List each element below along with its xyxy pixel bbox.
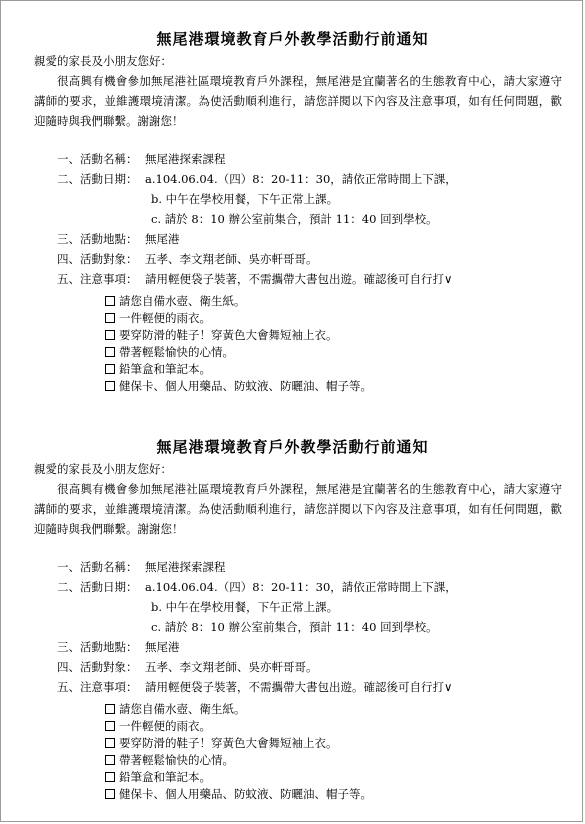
item-date-row bbox=[1, 577, 584, 597]
notice-title: 無尾港環境教育戶外教學活動行前通知 bbox=[156, 30, 429, 48]
item-label: 一、活動名稱： bbox=[57, 560, 138, 574]
checklist-item bbox=[1, 701, 584, 718]
item-label: 一、活動名稱： bbox=[57, 152, 138, 166]
checkbox[interactable] bbox=[105, 738, 115, 748]
item-date-sub-c bbox=[1, 617, 584, 637]
item-date-sub-b bbox=[1, 597, 584, 617]
item-label: 三、活動地點： bbox=[57, 232, 138, 246]
item-label: 四、活動對象： bbox=[57, 660, 138, 674]
item-value: 五孝、李文翔老師、吳亦軒哥哥。 bbox=[145, 252, 318, 266]
checklist-item bbox=[1, 718, 584, 735]
item-name-row bbox=[1, 149, 584, 169]
checklist-item bbox=[1, 378, 584, 395]
checkbox[interactable] bbox=[105, 330, 115, 340]
checkbox[interactable] bbox=[105, 772, 115, 782]
checklist bbox=[1, 701, 584, 803]
item-name-row bbox=[1, 557, 584, 577]
item-value: a.104.06.04.（四）8：20-11：30，請依正常時間上下課， bbox=[145, 172, 457, 186]
checklist-text: 一件輕便的雨衣。 bbox=[119, 311, 211, 325]
checkbox[interactable] bbox=[105, 364, 115, 374]
checklist bbox=[1, 293, 584, 395]
item-value: 無尾港探索課程 bbox=[145, 560, 226, 574]
checklist-item bbox=[1, 769, 584, 786]
activity-details bbox=[1, 557, 584, 697]
notice-2 bbox=[1, 437, 584, 803]
checkbox[interactable] bbox=[105, 347, 115, 357]
checkbox[interactable] bbox=[105, 755, 115, 765]
item-value: 無尾港 bbox=[145, 232, 180, 246]
item-value: 無尾港探索課程 bbox=[145, 152, 226, 166]
notice-1 bbox=[1, 29, 584, 395]
item-notes-row bbox=[1, 269, 584, 289]
checklist-text: 帶著輕鬆愉快的心情。 bbox=[119, 753, 234, 767]
item-label: 五、注意事項： bbox=[57, 272, 138, 286]
checklist-item bbox=[1, 752, 584, 769]
item-location-row bbox=[1, 637, 584, 657]
checkbox[interactable] bbox=[105, 721, 115, 731]
item-notes-row bbox=[1, 677, 584, 697]
checklist-text: 請您自備水壺、衛生紙。 bbox=[119, 294, 246, 308]
checklist-item bbox=[1, 361, 584, 378]
item-value: b. 中午在學校用餐，下午正常上課。 bbox=[151, 192, 339, 206]
notice-title: 無尾港環境教育戶外教學活動行前通知 bbox=[156, 438, 429, 456]
checklist-text: 健保卡、個人用藥品、防蚊液、防曬油、帽子等。 bbox=[119, 379, 372, 393]
item-label: 五、注意事項： bbox=[57, 680, 138, 694]
item-label: 二、活動日期： bbox=[57, 580, 138, 594]
checklist-text: 要穿防滑的鞋子！穿黃色大會舞短袖上衣。 bbox=[119, 328, 338, 342]
checkbox[interactable] bbox=[105, 296, 115, 306]
intro-paragraph: 很高興有機會參加無尾港社區環境教育戶外課程，無尾港是宜蘭著名的生態教育中心，請大家遵守講師的要求，並維護環境清潔。為使活動順利進行，請您詳閱以下內容及注意事項，如有任何問題，歡迎隨時與我們聯繫。謝謝您！ bbox=[34, 74, 562, 128]
item-date-row bbox=[1, 169, 584, 189]
checklist-item bbox=[1, 327, 584, 344]
checklist-text: 要穿防滑的鞋子！穿黃色大會舞短袖上衣。 bbox=[119, 736, 338, 750]
checkbox[interactable] bbox=[105, 313, 115, 323]
checklist-item bbox=[1, 735, 584, 752]
item-label: 二、活動日期： bbox=[57, 172, 138, 186]
item-value: b. 中午在學校用餐，下午正常上課。 bbox=[151, 600, 339, 614]
item-value: 無尾港 bbox=[145, 640, 180, 654]
item-value: 請用輕便袋子裝著，不需攜帶大書包出遊。確認後可自行打∨ bbox=[145, 272, 453, 286]
item-date-sub-b bbox=[1, 189, 584, 209]
greeting: 親愛的家長及小朋友您好： bbox=[34, 462, 172, 476]
item-audience-row bbox=[1, 249, 584, 269]
checklist-text: 請您自備水壺、衛生紙。 bbox=[119, 702, 246, 716]
checklist-item bbox=[1, 293, 584, 310]
checklist-item bbox=[1, 786, 584, 803]
checklist-text: 鉛筆盒和筆記本。 bbox=[119, 362, 211, 376]
item-label: 三、活動地點： bbox=[57, 640, 138, 654]
checklist-text: 帶著輕鬆愉快的心情。 bbox=[119, 345, 234, 359]
checklist-text: 一件輕便的雨衣。 bbox=[119, 719, 211, 733]
activity-details bbox=[1, 149, 584, 289]
item-value: a.104.06.04.（四）8：20-11：30，請依正常時間上下課， bbox=[145, 580, 457, 594]
item-value: 五孝、李文翔老師、吳亦軒哥哥。 bbox=[145, 660, 318, 674]
item-value: c. 請於 8：10 辦公室前集合，預計 11：40 回到學校。 bbox=[151, 212, 438, 226]
checkbox[interactable] bbox=[105, 704, 115, 714]
item-audience-row bbox=[1, 657, 584, 677]
checkbox[interactable] bbox=[105, 381, 115, 391]
checklist-item bbox=[1, 344, 584, 361]
greeting: 親愛的家長及小朋友您好： bbox=[34, 54, 172, 68]
item-location-row bbox=[1, 229, 584, 249]
item-value: c. 請於 8：10 辦公室前集合，預計 11：40 回到學校。 bbox=[151, 620, 438, 634]
checkbox[interactable] bbox=[105, 789, 115, 799]
checklist-item bbox=[1, 310, 584, 327]
intro-paragraph: 很高興有機會參加無尾港社區環境教育戶外課程，無尾港是宜蘭著名的生態教育中心，請大家遵守講師的要求，並維護環境清潔。為使活動順利進行，請您詳閱以下內容及注意事項，如有任何問題，歡迎隨時與我們聯繫。謝謝您！ bbox=[34, 482, 562, 536]
item-value: 請用輕便袋子裝著，不需攜帶大書包出遊。確認後可自行打∨ bbox=[145, 680, 453, 694]
item-label: 四、活動對象： bbox=[57, 252, 138, 266]
checklist-text: 鉛筆盒和筆記本。 bbox=[119, 770, 211, 784]
item-date-sub-c bbox=[1, 209, 584, 229]
checklist-text: 健保卡、個人用藥品、防蚊液、防曬油、帽子等。 bbox=[119, 787, 372, 801]
